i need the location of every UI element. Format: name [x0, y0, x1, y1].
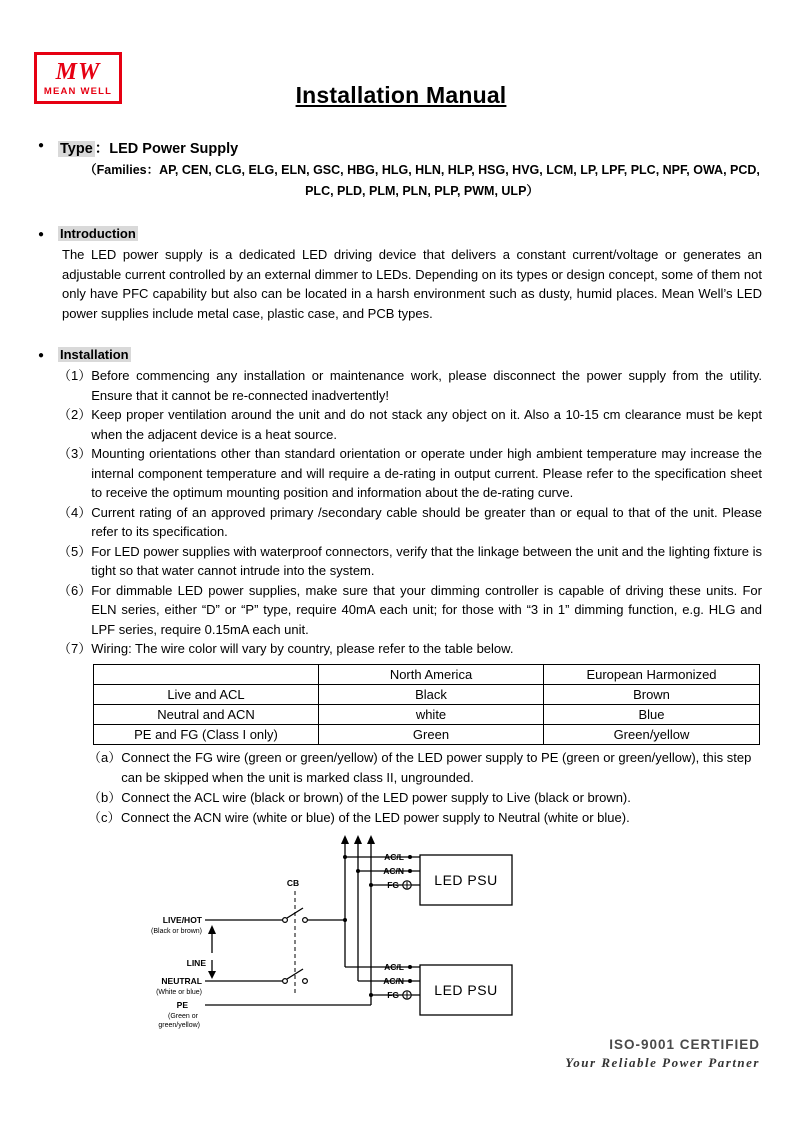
page-title: Installation Manual	[295, 82, 507, 108]
table-cell: Black	[319, 684, 544, 704]
cb-label: CB	[286, 877, 300, 888]
meanwell-logo-mark: MW	[55, 58, 101, 85]
item-text: Before commencing any installation or maintenance work, please disconnect the power supply from the utility. Ensure that it cannot be re-connected inadvertently!	[91, 368, 762, 403]
bullet-icon: ●	[38, 140, 45, 151]
psu2-acl-label: AC/L	[384, 961, 404, 972]
item-number: （4）	[58, 504, 92, 520]
installation-item	[58, 366, 762, 405]
table-row	[94, 704, 760, 724]
table-cell: Blue	[544, 704, 760, 724]
table-cell: Neutral and ACN	[94, 704, 319, 724]
psu2-acn-label: AC/N	[383, 975, 404, 986]
pe-sublabel-1: (Green or	[168, 1012, 198, 1020]
pe-label: PE	[176, 999, 188, 1010]
switch-contact-icon	[283, 917, 288, 922]
item-number: （3）	[58, 446, 92, 461]
down-arrow-icon	[208, 971, 216, 979]
installation-item	[58, 639, 762, 659]
installation-item	[58, 444, 762, 503]
wiring-steps	[38, 748, 762, 828]
tagline-text: Your Reliable Power Partner	[565, 1054, 760, 1070]
installation-item	[58, 581, 762, 640]
psu1-label: LED PSU	[434, 871, 498, 888]
introduction-body: The LED power supply is a dedicated LED driving device that delivers a constant current/voltage or generates an adjustable current controlled by an external dimmer to LEDs. Depending on its types or design concept, some of them not only have PFC capability but also can be located in a harsh environment such as dusty, humid places. Mean Well’s LED power supplies include metal case, plastic case, and PCB types.	[62, 247, 762, 321]
item-number: （1）	[58, 368, 92, 383]
table-row	[94, 724, 760, 744]
psu1-acl-label: AC/L	[384, 851, 404, 862]
item-number: （6）	[58, 582, 92, 598]
switch-contact-icon	[303, 917, 308, 922]
step-number: （a）	[88, 749, 122, 765]
bullet-icon: ●	[38, 229, 45, 240]
line-label: LINE	[186, 957, 206, 968]
switch-contact-icon	[303, 978, 308, 983]
item-text: Wiring: The wire color will vary by country, please refer to the table below.	[91, 641, 514, 656]
families-line-1: （Families：AP, CEN, CLG, ELG, ELN, GSC, HBG, HLG, HLN, HLP, HSG, HVG, LCM, LP, LPF, PLC, NPF, OWA, PCD,	[84, 163, 760, 177]
up-arrow-icon	[367, 835, 375, 844]
up-arrow-icon	[208, 925, 216, 934]
up-arrow-icon	[341, 835, 349, 844]
type-section	[38, 137, 762, 158]
families-line-2: PLC, PLD, PLM, PLN, PLP, PWM, ULP）	[305, 184, 539, 198]
installation-items	[38, 366, 762, 659]
live-hot-label: LIVE/HOT	[162, 914, 202, 925]
table-cell: Green/yellow	[544, 724, 760, 744]
meanwell-logo-text: MEAN WELL	[43, 85, 113, 97]
table-row	[94, 684, 760, 704]
type-heading: Type	[60, 141, 93, 157]
wiring-step	[88, 748, 762, 788]
installation-section	[38, 347, 762, 362]
type-separator: ：	[94, 141, 110, 157]
item-text: Mounting orientations other than standard orientation or operate under high ambient temperature may increase the internal component temperature and will require a de-rating in output current. Please refer to the specification sheet to receive the optimum mounting position and information about the de-rating curve.	[91, 446, 762, 500]
installation-item	[58, 542, 762, 581]
item-number: （5）	[58, 543, 92, 559]
iso-certified-text: ISO-9001 CERTIFIED	[609, 1036, 760, 1052]
step-number: （b）	[88, 789, 122, 805]
table-cell: Live and ACL	[94, 684, 319, 704]
table-header-row	[94, 664, 760, 684]
live-hot-sublabel: (Black or brown)	[151, 927, 202, 935]
table-cell: white	[319, 704, 544, 724]
psu2-label: LED PSU	[434, 981, 498, 998]
item-text: Current rating of an approved primary /secondary cable should be greater than or equal to that of the unit. Please refer to its specification.	[91, 504, 762, 539]
bullet-icon: ●	[38, 350, 45, 361]
psu2-fg-label: FG	[387, 989, 399, 1000]
pe-sublabel-2: green/yellow)	[158, 1021, 200, 1029]
table-cell: Brown	[544, 684, 760, 704]
switch-contact-icon	[283, 978, 288, 983]
table-cell: Green	[319, 724, 544, 744]
item-number: （2）	[58, 407, 92, 422]
neutral-label: NEUTRAL	[161, 975, 202, 986]
item-text: For dimmable LED power supplies, make sure that your dimming controller is capable of driving these units. For ELN series, either “D” or “P” type, require 40mA each unit; for those with “3 in 1” dimming function, e.g. HLG and LPF series, require 0.15mA each unit.	[91, 582, 762, 637]
page-footer	[0, 1037, 760, 1071]
wiring-diagram	[0, 833, 802, 1035]
table-cell: PE and FG (Class I only)	[94, 724, 319, 744]
introduction-heading: Introduction	[60, 226, 136, 241]
step-text: Connect the FG wire (green or green/yellow) of the LED power supply to PE (green or green/yellow), this step can be skipped when the unit is marked class II, ungrounded.	[121, 749, 752, 785]
installation-item	[58, 503, 762, 542]
neutral-sublabel: (White or blue)	[156, 988, 202, 996]
up-arrow-icon	[354, 835, 362, 844]
table-header-cell	[94, 664, 319, 684]
wire-color-table	[93, 664, 760, 745]
item-text: For LED power supplies with waterproof connectors, verify that the linkage between the unit and the lighting fixture is tight so that water cannot intrude into the system.	[91, 543, 762, 578]
item-text: Keep proper ventilation around the unit and do not stack any object on it. Also a 10-15 cm clearance must be kept when the adjacent device is a heat source.	[91, 407, 762, 442]
psu1-acn-label: AC/N	[383, 865, 404, 876]
wiring-diagram-svg	[0, 833, 802, 1035]
step-text: Connect the ACL wire (black or brown) of the LED power supply to Live (black or brown).	[121, 789, 631, 805]
wiring-step	[88, 808, 762, 828]
item-number: （7）	[58, 641, 92, 656]
table-header-cell: European Harmonized	[544, 664, 760, 684]
introduction-section	[38, 226, 762, 241]
installation-heading: Installation	[60, 347, 129, 362]
step-number: （c）	[88, 809, 121, 825]
table-header-cell: North America	[319, 664, 544, 684]
meanwell-logo	[34, 52, 122, 104]
families-list	[82, 160, 762, 202]
installation-item	[58, 405, 762, 444]
wiring-step	[88, 788, 762, 808]
psu1-fg-label: FG	[387, 879, 399, 890]
step-text: Connect the ACN wire (white or blue) of the LED power supply to Neutral (white or blue).	[121, 809, 630, 825]
type-value: LED Power Supply	[109, 141, 239, 157]
